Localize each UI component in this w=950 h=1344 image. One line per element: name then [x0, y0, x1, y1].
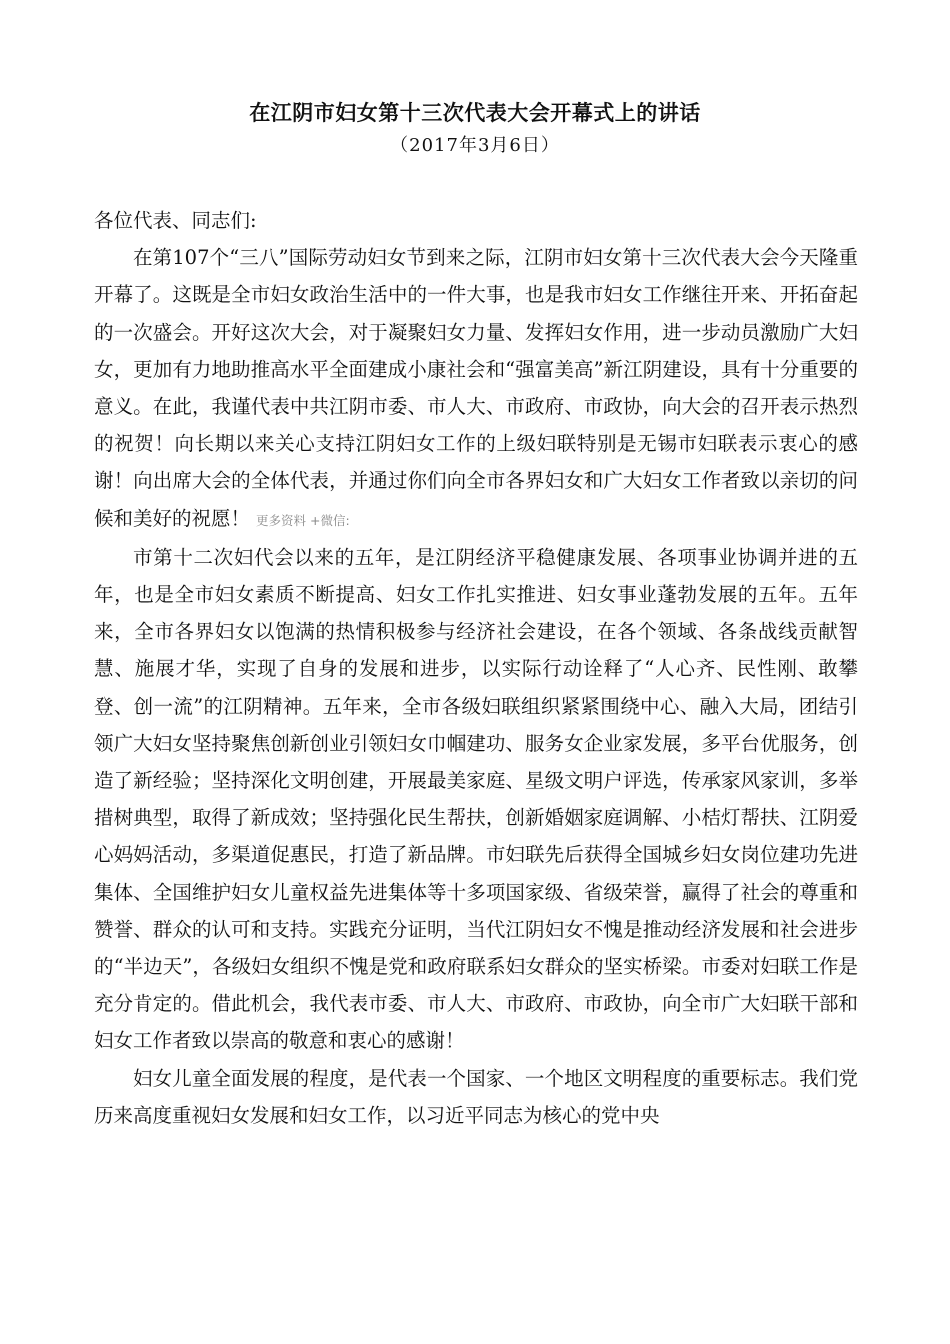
more-info-note: 更多资料 +微信: [256, 512, 350, 528]
paragraph-2: 市第十二次妇代会以来的五年，是江阴经济平稳健康发展、各项事业协调并进的五年，也是全市妇女素质不断提高、妇女工作扎实推进、妇女事业蓬勃发展的五年。五年来，全市各界妇女以饱满的热情积极参与经济社会建设，在各个领域、各条战线贡献智慧、施展才华，实现了自身的发展和进步，以实际行动诠释了“人心齐、民性刚、敢攀登、创一流”的江阴精神。五年来，全市各级妇联组织紧紧围绕中心、融入大局，团结引领广大妇女坚持聚焦创新创业引领妇女巾帼建功、服务女企业家发展，多平台优服务，创造了新经验；坚持深化文明创建，开展最美家庭、星级文明户评选，传承家风家训，多举措树典型，取得了新成效；坚持强化民生帮扶，创新婚姻家庭调解、小桔灯帮扶、江阴爱心妈妈活动，多渠道促惠民，打造了新品牌。市妇联先后获得全国城乡妇女岗位建功先进集体、全国维护妇女儿童权益先进集体等十多项国家级、省级荣誉，赢得了社会的尊重和赞誉、群众的认可和支持。实践充分证明，当代江阴妇女不愧是推动经济发展和社会进步的“半边天”，各级妇女组织不愧是党和政府联系妇女群众的坚实桥梁。市委对妇联工作是充分肯定的。借此机会，我代表市委、市人大、市政府、市政协，向全市广大妇联干部和妇女工作者致以崇高的敬意和衷心的感谢！ [94, 545, 858, 1053]
speech-title: 在江阴市妇女第十三次代表大会开幕式上的讲话 [249, 100, 701, 125]
salutation: 各位代表、同志们: [94, 209, 257, 232]
speech-body [94, 202, 858, 1134]
paragraph-1 [94, 239, 858, 539]
speech-date: （2017年3月6日） [390, 135, 560, 156]
paragraph-1-text: 在第107个“三八”国际劳动妇女节到来之际，江阴市妇女第十三次代表大会今天隆重开幕了。这既是全市妇女政治生活中的一件大事，也是我市妇女工作继往开来、开拓奋起的一次盛会。开好这次大会，对于凝聚妇女力量、发挥妇女作用，进一步动员激励广大妇女，更加有力地助推高水平全面建成小康社会和“强富美高”新江阴建设，具有十分重要的意义。在此，我谨代表中共江阴市委、市人大、市政府、市政协，向大会的召开表示热烈的祝贺！向长期以来关心支持江阴妇女工作的上级妇联特别是无锡市妇联表示衷心的感谢！向出席大会的全体代表，并通过你们向全市各界妇女和广大妇女工作者致以亲切的问候和美好的祝愿！ [94, 246, 858, 530]
paragraph-3: 妇女儿童全面发展的程度，是代表一个国家、一个地区文明程度的重要标志。我们党历来高度重视妇女发展和妇女工作，以习近平同志为核心的党中央 [94, 1066, 858, 1127]
